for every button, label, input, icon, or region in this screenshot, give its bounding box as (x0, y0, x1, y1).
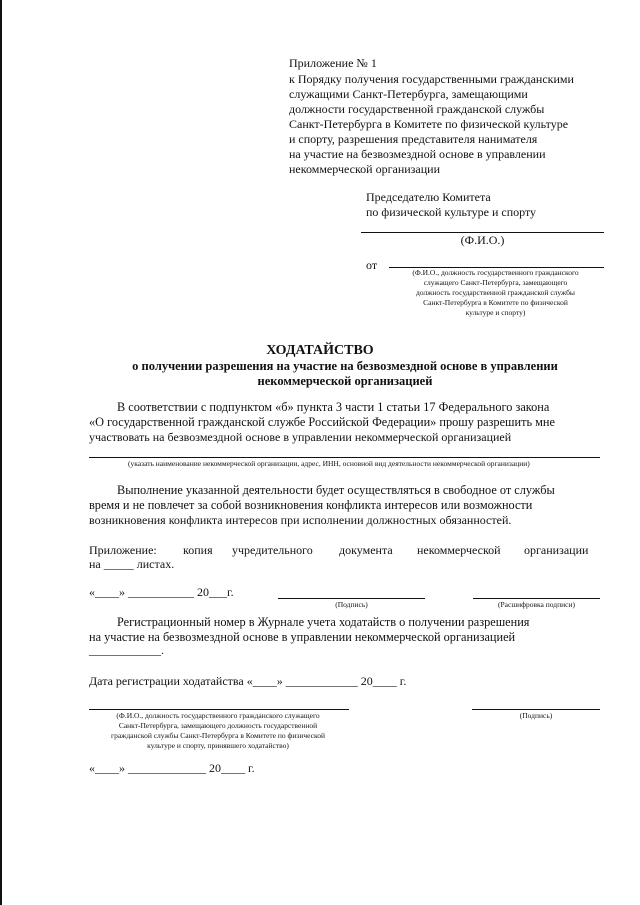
receiver-line (89, 709, 349, 710)
document-subtitle-1: о получении разрешения на участие на безвозмездной основе в управлении (132, 359, 558, 373)
receiver-note-4: культуре и спорту, принявшего ходатайство) (147, 741, 289, 750)
para2-line-1: Выполнение указанной деятельности будет осуществляться в свободное от службы (117, 483, 555, 497)
from-note-4: Санкт-Петербурга в Комитете по физической (423, 298, 568, 307)
registration-line-2: на участие на безвозмездной основе в управлении некоммерческой организацией (89, 630, 516, 644)
org-info-note: (указать наименование некоммерческой организации, адрес, ИНН, основной вид деятельности некоммерческой организации) (128, 459, 530, 468)
receiver-note-1: (Ф.И.О., должность государственного гражданского служащего (116, 711, 320, 720)
appendix-line-8: некоммерческой организации (289, 162, 441, 176)
para1-line-3: участвовать на безвозмездной основе в управлении некоммерческой организацией (89, 430, 512, 444)
from-note-1: (Ф.И.О., должность государственного гражданского (412, 268, 579, 277)
attachment-word-3: учредительного (232, 543, 313, 557)
addressee-line-2: по физической культуре и спорту (366, 205, 537, 219)
appendix-line-2: к Порядку получения государственными гражданскими (289, 72, 574, 86)
appendix-line-3: служащими Санкт-Петербурга, замещающими (289, 87, 528, 101)
attachment-word-6: организации (524, 543, 589, 557)
para1-line-1: В соответствии с подпунктом «б» пункта 3 части 1 статьи 17 Федерального закона (117, 400, 550, 414)
document-title: ХОДАТАЙСТВО (266, 343, 374, 358)
from-note-5: культуре и спорту) (465, 308, 526, 317)
from-note-2: служащего Санкт-Петербурга, замещающего (423, 278, 568, 287)
from-note-3: должность государственной гражданской службы (416, 288, 575, 297)
receiver-note-3: гражданской службы Санкт-Петербурга в Комитете по физической (111, 731, 325, 740)
attachment-word-4: документа (339, 543, 393, 557)
attachment-line-2: на _____ листах. (89, 557, 175, 571)
para2-line-3: возникновения конфликта интересов при исполнении должностных обязанностей. (89, 513, 512, 527)
registration-line-3: ____________. (89, 643, 164, 657)
receiver-signature-line (472, 709, 600, 710)
application-date: «____» ___________ 20___г. (89, 585, 234, 599)
org-info-line (89, 457, 600, 458)
appendix-line-5: Санкт-Петербурга в Комитете по физической культуре (289, 117, 569, 131)
para1-line-2: «О государственной гражданской службе Российской Федерации» прошу разрешить мне (89, 415, 555, 429)
document-subtitle-2: некоммерческой организацией (257, 374, 433, 388)
addressee-fio-label: (Ф.И.О.) (460, 233, 505, 247)
receiver-date: «____» _____________ 20____ г. (89, 761, 255, 775)
decode-line (473, 598, 600, 599)
appendix-line-6: и спорту, разрешения представителя нанимателя (289, 132, 538, 146)
appendix-line-4: должности государственной гражданской службы (289, 102, 545, 116)
attachment-word-1: Приложение: (89, 543, 157, 557)
appendix-line-1: Приложение № 1 (289, 56, 377, 70)
para2-line-2: время и не повлечет за собой возникновения конфликта интересов или возможности (89, 498, 533, 512)
receiver-note-2: Санкт-Петербурга, замещающего должность государственной (118, 721, 318, 730)
attachment-word-5: некоммерческой (417, 543, 501, 557)
addressee-line-1: Председателю Комитета (366, 190, 491, 204)
registration-line-1: Регистрационный номер в Журнале учета ходатайств о получении разрешения (117, 615, 530, 629)
attachment-word-2: копия (183, 543, 213, 557)
receiver-signature-label: (Подпись) (519, 711, 553, 720)
registration-date: Дата регистрации ходатайства «____» ____________ 20____ г. (89, 674, 407, 688)
signature-line (278, 598, 425, 599)
from-label: от (366, 258, 378, 272)
appendix-line-7: на участие на безвозмездной основе в управлении (289, 147, 546, 161)
signature-label: (Подпись) (335, 600, 368, 609)
decode-label: (Расшифровка подписи) (498, 600, 575, 609)
scan-edge (0, 0, 2, 905)
